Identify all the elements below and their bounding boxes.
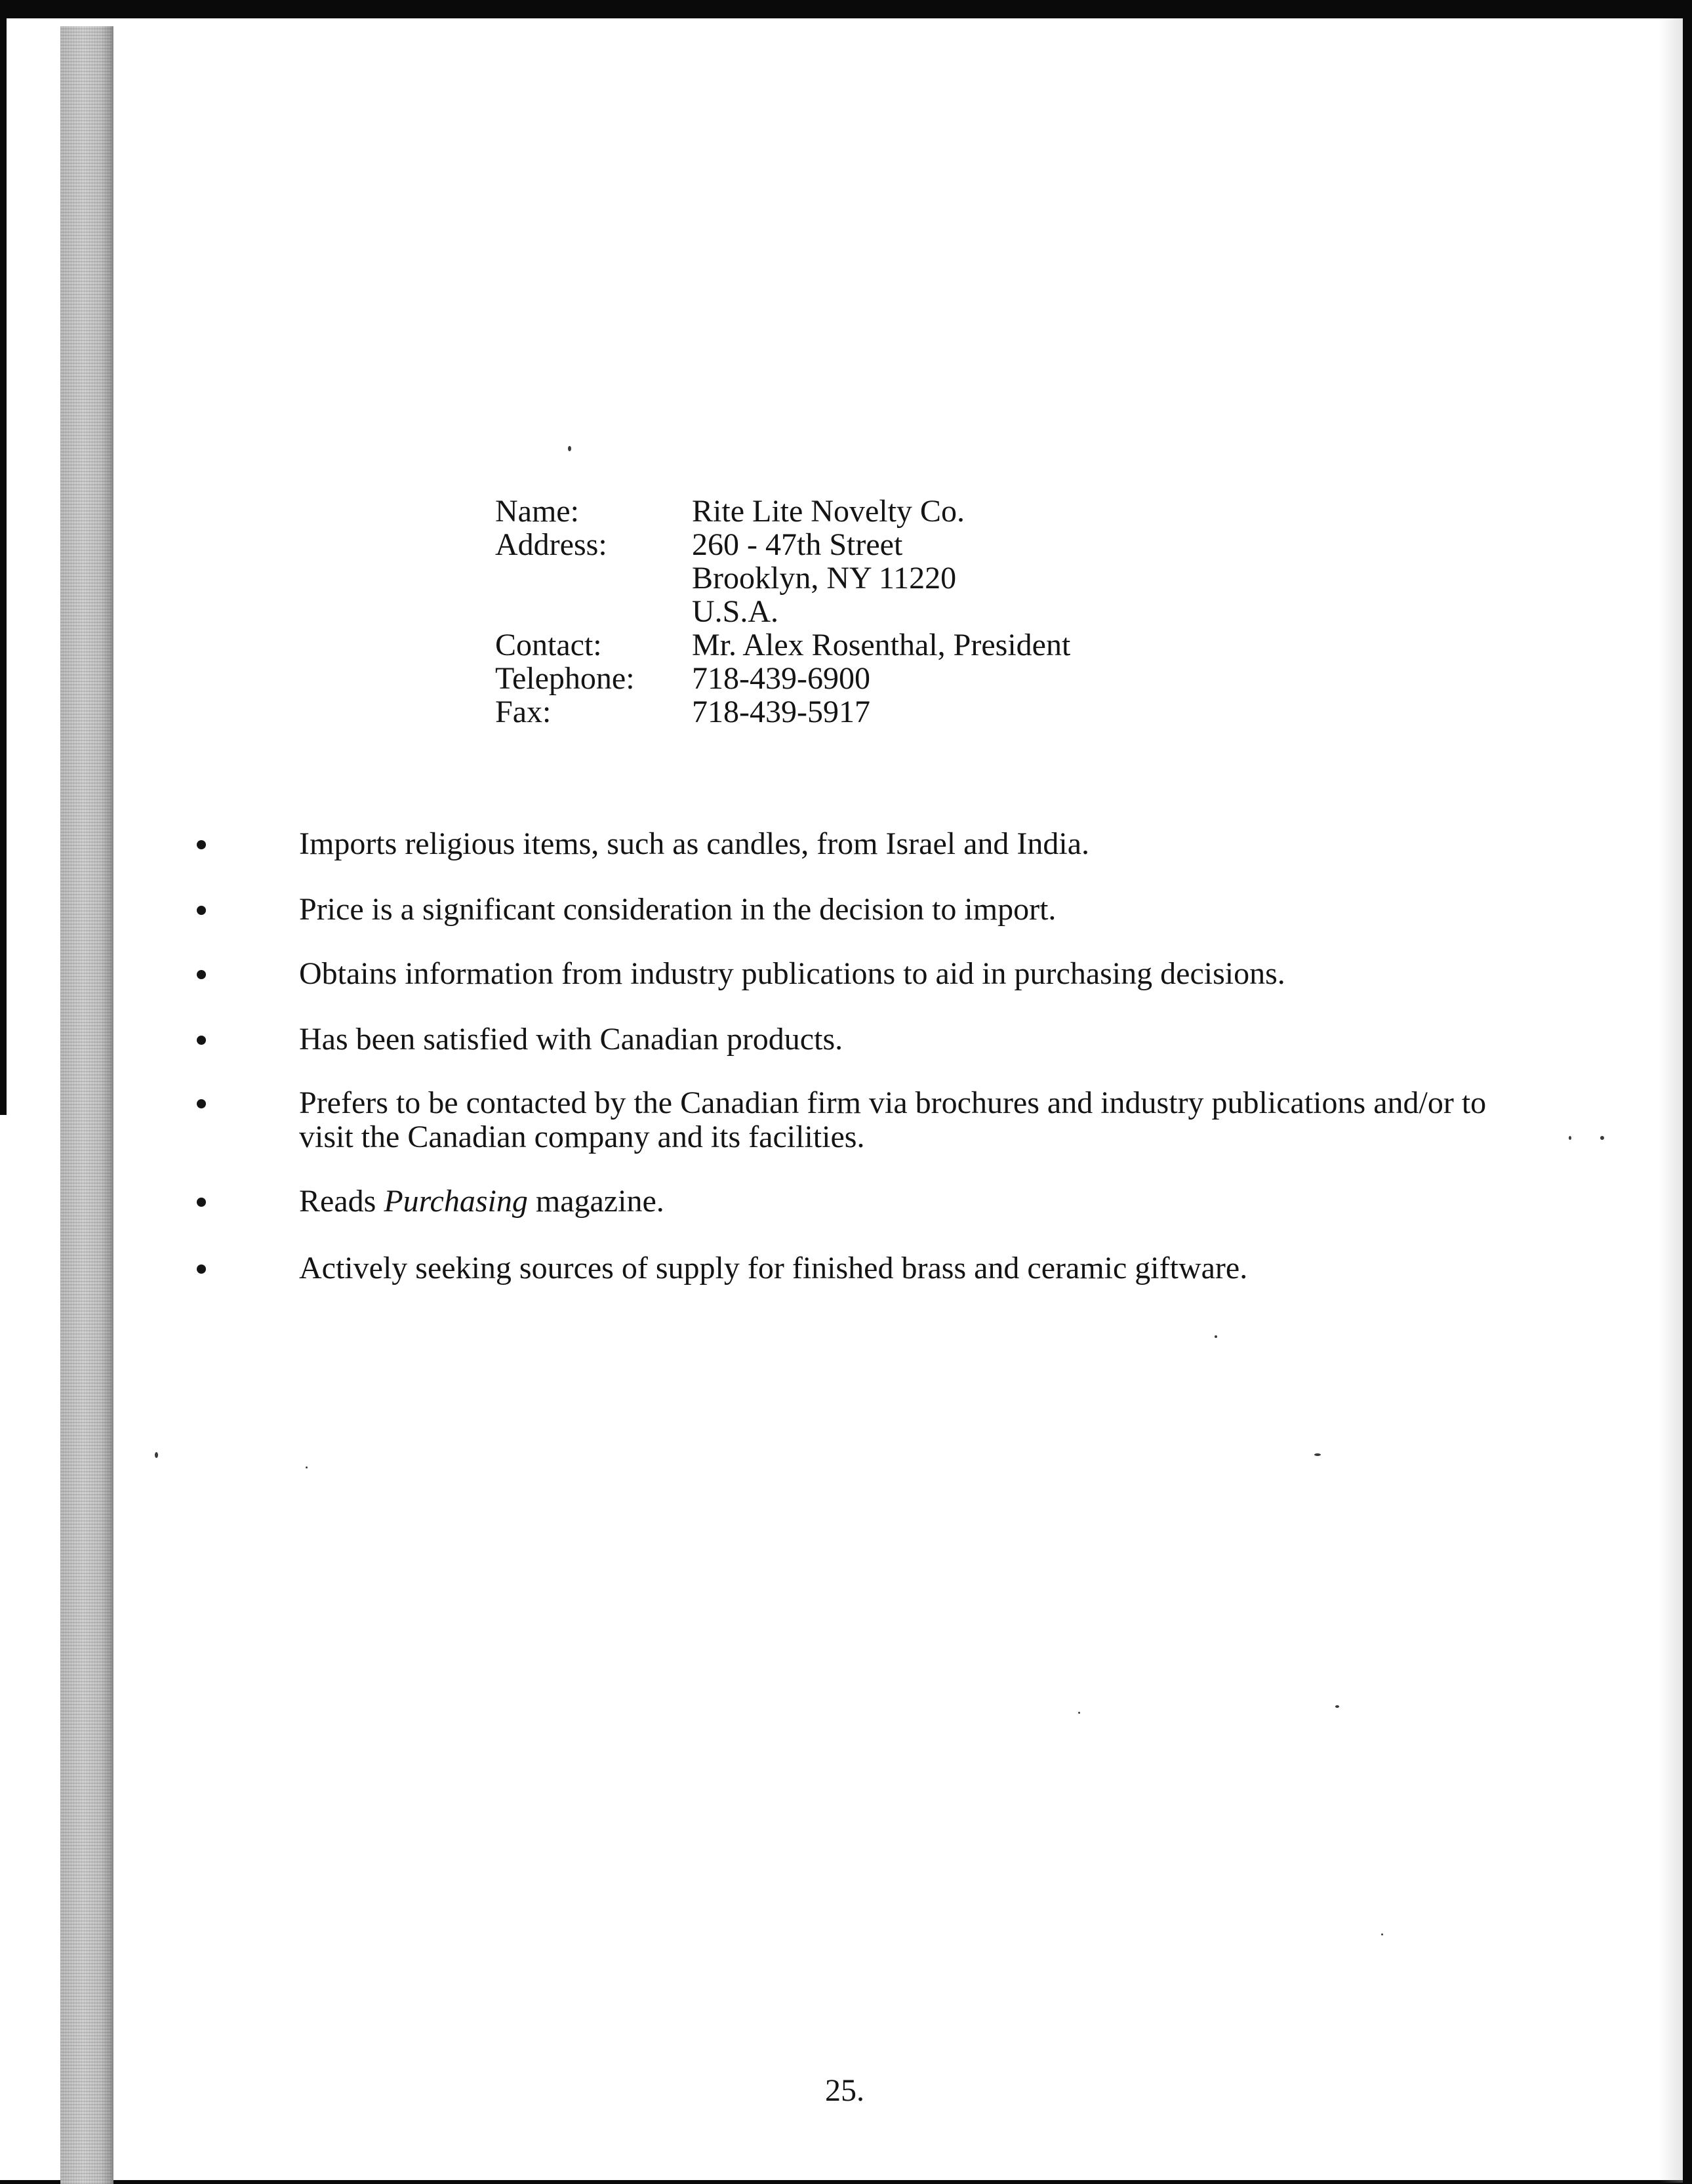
bullet-icon: [197, 906, 206, 915]
address-row-2: [495, 561, 1070, 595]
bullet-text: Prefers to be contacted by the Canadian firm via brochures and industry publications and/or to visit the Canadian company and its facilities.: [299, 1085, 1487, 1154]
fax-label: Fax:: [495, 695, 552, 729]
scan-speck: [568, 446, 571, 451]
bullet-icon: [197, 970, 206, 979]
telephone-row: [495, 662, 1070, 695]
bullet-icon: [197, 1099, 206, 1108]
bullet-text-before: Reads: [299, 1184, 384, 1219]
scan-speck: [1078, 1712, 1080, 1714]
bullet-icon: [197, 1198, 206, 1207]
contact-label: Contact:: [495, 628, 602, 662]
bullet-text: Actively seeking sources of supply for finished brass and ceramic giftware.: [299, 1251, 1248, 1285]
scan-speck: [155, 1452, 158, 1458]
address-label: Address:: [495, 527, 607, 562]
scan-speck: [1600, 1136, 1604, 1140]
scan-speck: [306, 1466, 308, 1468]
bullet-text: Imports religious items, such as candles, from Israel and India.: [299, 826, 1090, 861]
address-row: [495, 528, 1070, 561]
binding-strip: [60, 26, 111, 2184]
bullet-icon: [197, 1264, 206, 1274]
page-number: 25.: [825, 2073, 864, 2108]
scan-border-top: [0, 0, 1692, 18]
bullet-text: [299, 1184, 1519, 1219]
address-row-3: [495, 595, 1070, 628]
binding-edge: [111, 26, 113, 2184]
bullet-text-after: magazine.: [527, 1184, 664, 1219]
name-label: Name:: [495, 494, 579, 529]
bullet-icon: [197, 840, 206, 849]
scan-speck: [1569, 1136, 1571, 1140]
scan-speck: [1215, 1335, 1217, 1338]
scan-speck: [1314, 1453, 1321, 1456]
bullet-text: Price is a significant consideration in the decision to import.: [299, 892, 1057, 927]
address-line-3: U.S.A.: [692, 594, 779, 629]
bullet-text: Has been satisfied with Canadian products.: [299, 1022, 843, 1057]
scan-border-right: [1683, 0, 1692, 2184]
magazine-title: Purchasing: [384, 1184, 528, 1219]
telephone-label: Telephone:: [495, 661, 635, 696]
address-line-2: Brooklyn, NY 11220: [692, 561, 957, 596]
bullet-icon: [197, 1036, 206, 1045]
contact-info-block: [495, 495, 1070, 729]
fax-value: 718-439-5917: [692, 695, 870, 729]
telephone-value: 718-439-6900: [692, 661, 870, 696]
fax-row: [495, 695, 1070, 729]
name-row: [495, 495, 1070, 528]
scan-speck: [1335, 1705, 1339, 1708]
contact-row: [495, 628, 1070, 662]
scan-speck: [1381, 1933, 1383, 1935]
name-value: Rite Lite Novelty Co.: [692, 494, 965, 529]
contact-value: Mr. Alex Rosenthal, President: [692, 628, 1071, 662]
scan-border-left: [0, 0, 7, 1115]
page-edge-shadow: [1659, 18, 1683, 2183]
scan-border-bottom: [0, 2180, 1692, 2184]
bullet-text: Obtains information from industry publications to aid in purchasing decisions.: [299, 956, 1285, 991]
address-line-1: 260 - 47th Street: [692, 527, 903, 562]
